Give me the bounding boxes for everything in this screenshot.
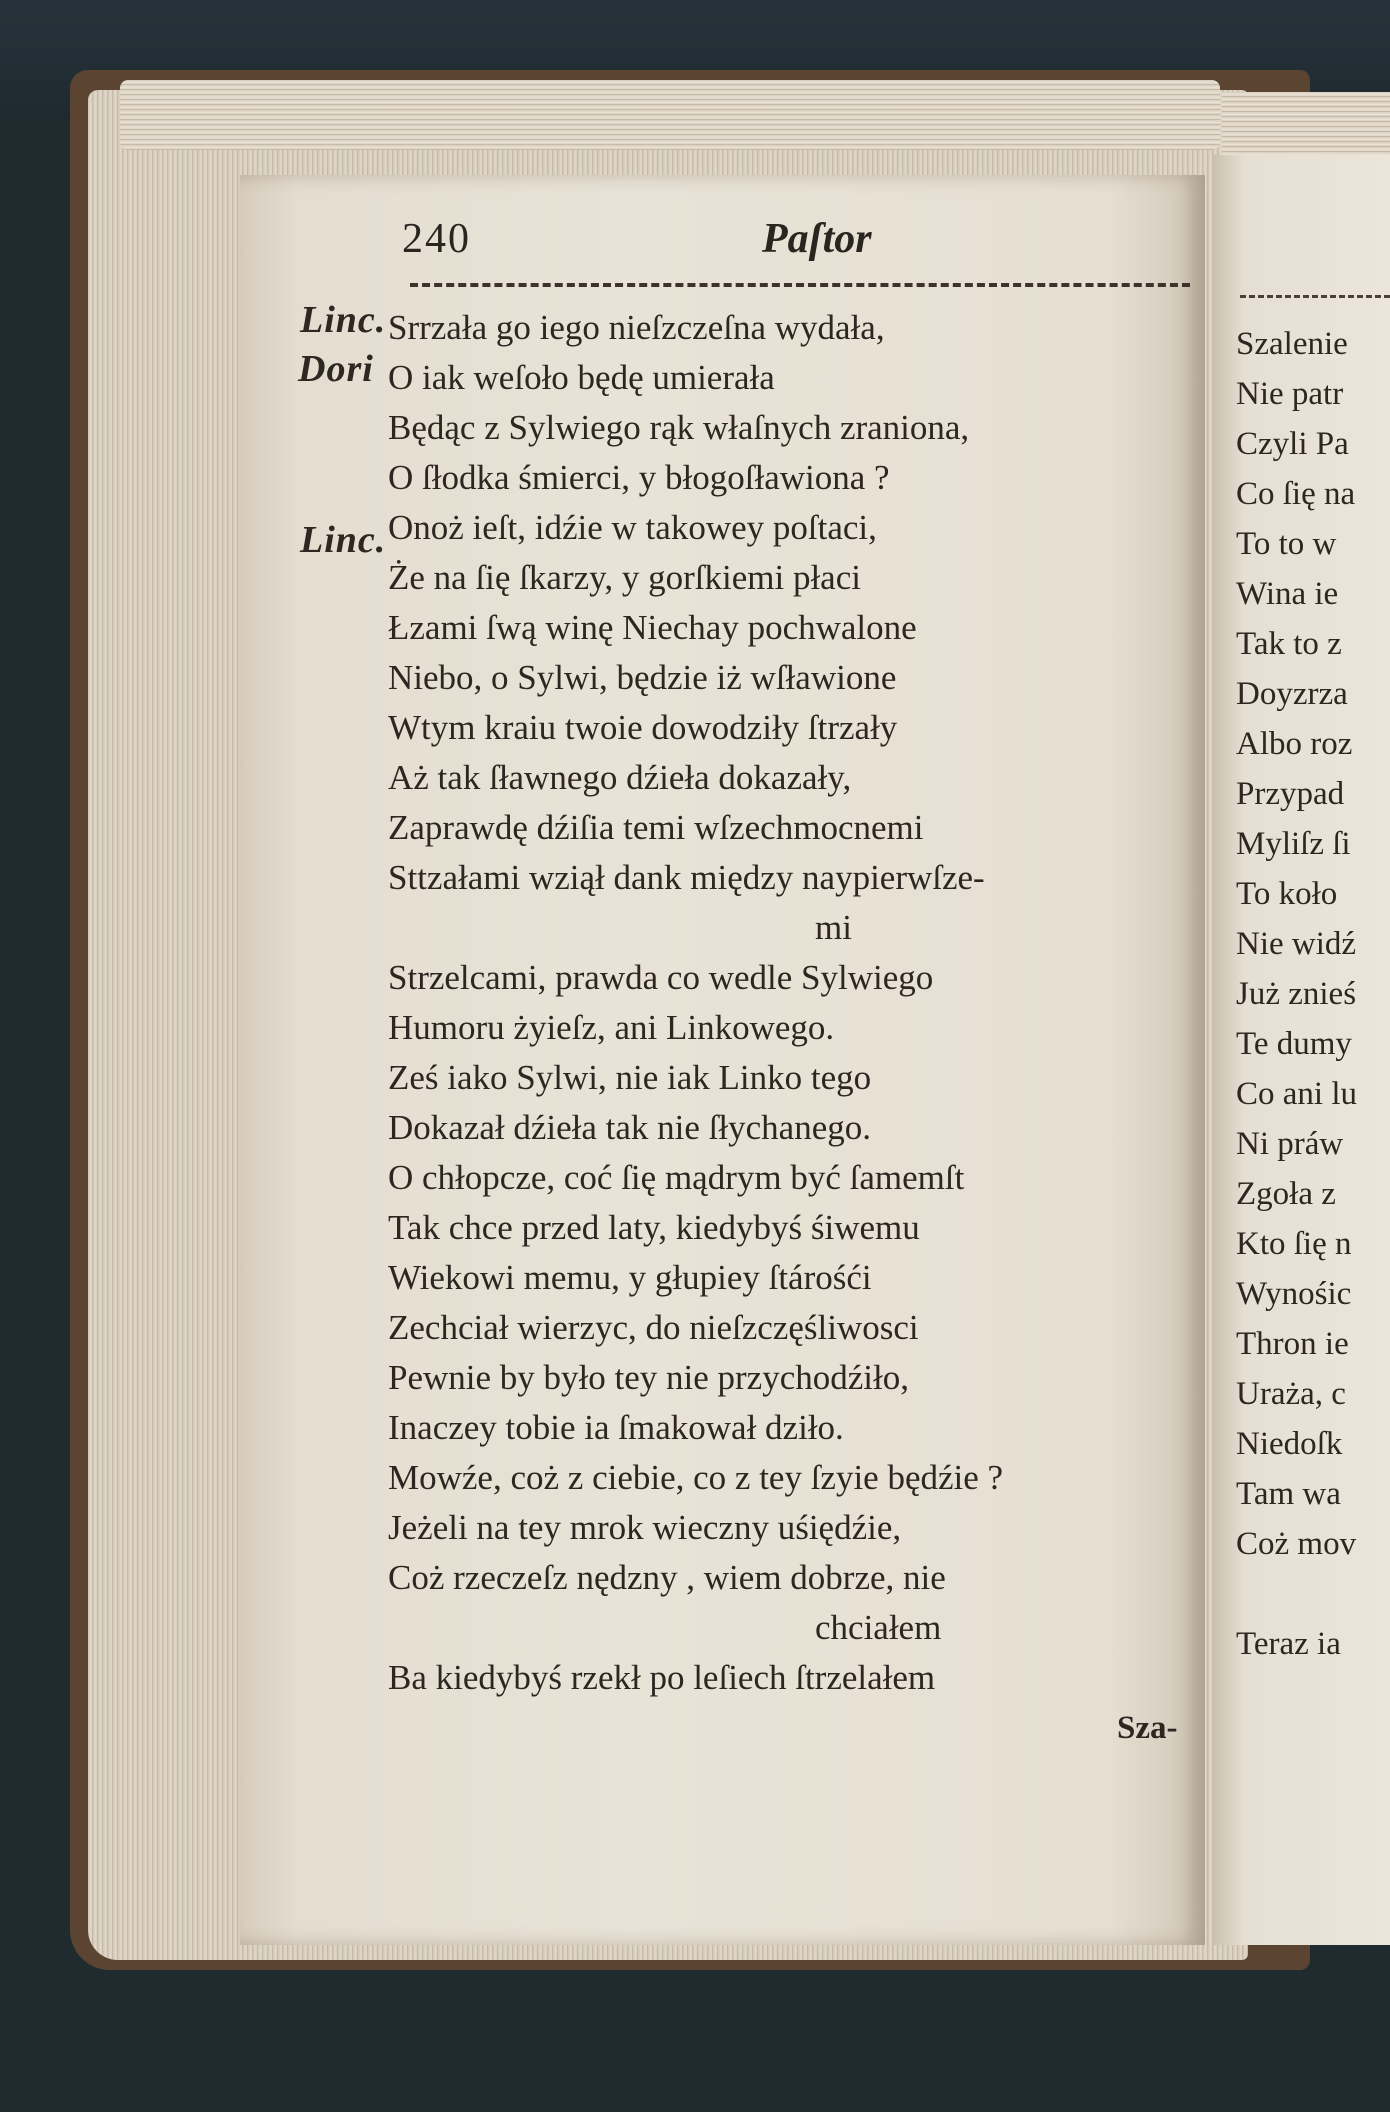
- facing-page-line: Teraz ia: [1236, 1626, 1341, 1662]
- facing-page-line: Co ani lu: [1236, 1076, 1357, 1112]
- verse-line: O ſłodka śmierci, y błogoſławiona ?: [388, 458, 890, 497]
- facing-page-line: Doyzrza: [1236, 676, 1348, 712]
- facing-page-line: To koło: [1236, 876, 1338, 912]
- verse-line: Wiekowi memu, y głupiey ſtárośći: [388, 1258, 872, 1297]
- verse-line: O iak weſoło będę umierała: [388, 358, 775, 397]
- facing-page-line: Coż mov: [1236, 1526, 1357, 1562]
- verse-line: Ba kiedybyś rzekł po leſiech ſtrzelałem: [388, 1658, 936, 1697]
- facing-page-line: Nie patr: [1236, 376, 1344, 412]
- verse-line: Zaprawdę dźiſia temi wſzechmocnemi: [388, 808, 924, 847]
- speaker-label: Dori: [298, 348, 374, 390]
- verse-line: Ześ iako Sylwi, nie iak Linko tego: [388, 1058, 872, 1097]
- facing-page-line: Niedoſk: [1236, 1426, 1343, 1462]
- verse-line: Humoru żyieſz, ani Linkowego.: [388, 1008, 835, 1047]
- facing-page-line: Albo roz: [1236, 726, 1353, 762]
- verse-line: Dokazał dźieła tak nie ſłychanego.: [388, 1108, 871, 1147]
- verse-line: Sttzałami wziął dank między naypierwſze-: [388, 858, 985, 897]
- verse-line-continuation: mi: [815, 908, 852, 947]
- verse-line: Coż rzeczeſz nędzny , wiem dobrze, nie: [388, 1558, 946, 1597]
- facing-page-line: Przypad: [1236, 776, 1345, 812]
- facing-page-line: Myliſz ſi: [1236, 826, 1351, 862]
- verse-line: Zechciał wierzyc, do nieſzczęśliwosci: [388, 1308, 919, 1347]
- verse-line: Aż tak ſławnego dźieła dokazały,: [388, 758, 852, 797]
- verse-line: Jeżeli na tey mrok wieczny uśiędźie,: [388, 1508, 902, 1547]
- facing-page-line: Wynośic: [1236, 1276, 1352, 1312]
- verse-line: O chłopcze, coć ſię mądrym być ſamemſt: [388, 1158, 965, 1197]
- facing-page-line: Wina ie: [1236, 576, 1339, 612]
- speaker-label: Linc.: [300, 299, 387, 341]
- verse-line: Onoż ieſt, idźie w takowey poſtaci,: [388, 508, 877, 547]
- facing-page-line: Tak to z: [1236, 626, 1342, 662]
- facing-page-line: Już znieś: [1236, 976, 1357, 1012]
- verse-line: Srrzała go iego nieſzczeſna wydała,: [388, 308, 885, 347]
- verse-line: Wtym kraiu twoie dowodziły ſtrzały: [388, 708, 898, 747]
- verse-line: Strzelcami, prawda co wedle Sylwiego: [388, 958, 934, 997]
- facing-page-line: Thron ie: [1236, 1326, 1349, 1362]
- facing-page-line: Tam wa: [1236, 1476, 1341, 1512]
- facing-page-line: Ni práw: [1236, 1126, 1344, 1162]
- verse-line: Będąc z Sylwiego rąk właſnych zraniona,: [388, 408, 970, 447]
- facing-page-line: Co ſię na: [1236, 476, 1356, 512]
- running-title: Paſtor: [762, 216, 872, 262]
- facing-page-line: Zgoła z: [1236, 1176, 1336, 1212]
- verse-line: Że na ſię ſkarzy, y gorſkiemi płaci: [388, 558, 861, 597]
- facing-page-line: Uraża, c: [1236, 1376, 1346, 1412]
- verse-line: Inaczey tobie ia ſmakował dziło.: [388, 1408, 844, 1447]
- page-number: 240: [402, 216, 471, 262]
- verse-line: Pewnie by było tey nie przychodźiło,: [388, 1358, 909, 1397]
- catchword: Sza-: [1117, 1710, 1178, 1746]
- facing-page-line: Te dumy: [1236, 1026, 1352, 1062]
- speaker-label: Linc.: [300, 519, 387, 561]
- verse-line: Łzami ſwą winę Niechay pochwalone: [388, 608, 917, 647]
- page-stack-top-edges: [120, 80, 1220, 150]
- facing-page-stack-top: [1222, 92, 1390, 162]
- verse-line: Niebo, o Sylwi, będzie iż wſławione: [388, 658, 897, 697]
- facing-page-line: Kto ſię n: [1236, 1226, 1352, 1262]
- facing-page-line: Nie widź: [1236, 926, 1357, 962]
- facing-page-line: To to w: [1236, 526, 1337, 562]
- facing-page-line: Czyli Pa: [1236, 426, 1349, 462]
- verse-line-continuation: chciałem: [815, 1608, 942, 1647]
- verse-line: Tak chce przed laty, kiedybyś śiwemu: [388, 1208, 920, 1247]
- header-rule: [410, 283, 1190, 287]
- facing-page-rule: [1240, 295, 1390, 298]
- verse-line: Mowźe, coż z ciebie, co z tey ſzyie będźie ?: [388, 1458, 1004, 1497]
- facing-page-line: Szalenie: [1236, 326, 1348, 362]
